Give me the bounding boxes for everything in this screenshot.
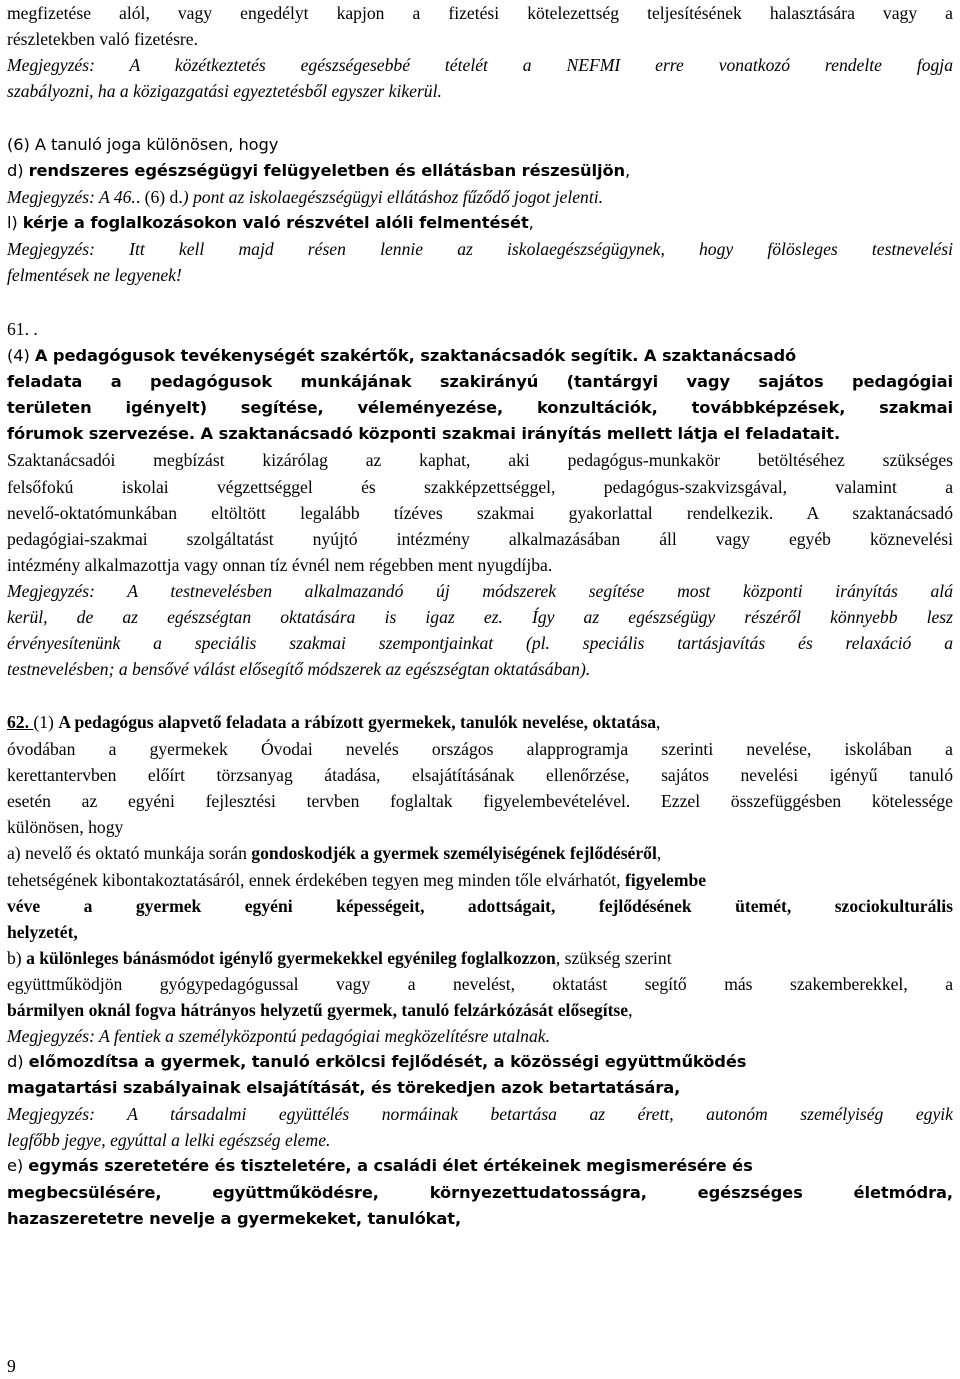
section-number: 61. . — [7, 319, 38, 339]
text-line: e) egymás szeretetére és tiszteletére, a családi élet értékeinek megismerésére és — [7, 1156, 753, 1175]
text-line: nevelő-oktatómunkában eltöltött legalább tízéves szakmai gyakorlattal rendelkezik. A szaktanácsadó — [7, 503, 953, 523]
note-line: legfőbb jegye, egyúttal a lelki egészség eleme. — [7, 1130, 331, 1150]
text-line: 62. (1) A pedagógus alapvető feladata a rábízott gyermekek, tanulók nevelése, oktatása, — [7, 712, 661, 732]
text-line: területen igényelt) segítése, véleményezése, konzultációk, továbbképzések, szakmai — [7, 398, 953, 417]
text-line: d) rendszeres egészségügyi felügyeletben és ellátásban részesüljön, — [7, 161, 631, 180]
text-line: d) előmozdítsa a gyermek, tanuló erkölcsi fejlődését, a közösségi együttműködés — [7, 1052, 747, 1071]
text-line: (6) A tanuló joga különösen, hogy — [7, 135, 279, 154]
note-line: felmentések ne legyenek! — [7, 265, 182, 285]
text-line: tehetségének kibontakoztatásáról, ennek érdekében tegyen meg minden tőle elvárhatót, figyelembe — [7, 870, 707, 890]
text-line: helyzetét, — [7, 922, 78, 942]
note-line: testnevelésben; a bensővé válást elősegítő módszerek az egészségtan oktatásában). — [7, 659, 591, 679]
text-line: megbecsülésére, együttműködésre, környezettudatosságra, egészséges életmódra, — [7, 1183, 953, 1202]
text-line: esetén az egyéni fejlesztési tervben foglaltak figyelembevételével. Ezzel összefüggésben kötelessége — [7, 791, 953, 811]
text-line: óvodában a gyermekek Óvodai nevelés országos alapprogramja szerinti nevelése, iskolában a — [7, 739, 953, 759]
note-line: érvényesítenünk a speciális szakmai szempontjainkat (pl. speciális tartásjavítás és relaxáció a — [7, 633, 953, 653]
text-line: felsőfokú iskolai végzettséggel és szakképzettséggel, pedagógus-szakvizsgával, valamint a — [7, 477, 953, 497]
note-line: Megjegyzés: A közétkeztetés egészségesebbé tételét a NEFMI erre vonatkozó rendelte fogja — [7, 55, 953, 75]
text-line: részletekben való fizetésre. — [7, 29, 198, 49]
text-line: kerettantervben előírt törzsanyag átadása, elsajátításának ellenőrzése, sajátos nevelési igényű tanuló — [7, 765, 953, 785]
text-line: feladata a pedagógusok munkájának szakirányú (tantárgyi vagy sajátos pedagógiai — [7, 372, 953, 391]
text-line: véve a gyermek egyéni képességeit, adottságait, fejlődésének ütemét, szociokulturális — [7, 896, 953, 916]
text-line: magatartási szabályainak elsajátítását, és törekedjen azok betartatására, — [7, 1078, 681, 1097]
text-line: l) kérje a foglalkozásokon való részvétel alóli felmentését, — [7, 213, 534, 232]
note-line: szabályozni, ha a közigazgatási egyeztetésből egyszer kikerül. — [7, 81, 442, 101]
note-line: Megjegyzés: A fentiek a személyközpontú pedagógiai megközelítésre utalnak. — [7, 1026, 550, 1046]
text-line: Szaktanácsadói megbízást kizárólag az kaphat, aki pedagógus-munkakör betöltéséhez szükséges — [7, 450, 953, 470]
note-line: Megjegyzés: Itt kell majd résen lennie az iskolaegészségügynek, hogy fölösleges testnevelési — [7, 239, 953, 259]
text-line: fórumok szervezése. A szaktanácsadó központi szakmai irányítás mellett látja el feladatait. — [7, 424, 841, 443]
text-line: bármilyen oknál fogva hátrányos helyzetű gyermek, tanuló felzárkózását elősegítse, — [7, 1000, 633, 1020]
text-line: a) nevelő és oktató munkája során gondoskodjék a gyermek személyiségének fejlődéséről, — [7, 843, 662, 863]
note-line: Megjegyzés: A testnevelésben alkalmazandó új módszerek segítése most központi irányítás alá — [7, 581, 953, 601]
note-line: Megjegyzés: A társadalmi együttélés normáinak betartása az érett, autonóm személyiség egyik — [7, 1104, 953, 1124]
page-number: 9 — [7, 1356, 16, 1376]
text-line: (4) A pedagógusok tevékenységét szakértők, szaktanácsadók segítik. A szaktanácsadó — [7, 346, 797, 365]
text-line: b) a különleges bánásmódot igénylő gyermekekkel egyénileg foglalkozzon, szükség szerint — [7, 948, 672, 968]
text-line: megfizetése alól, vagy engedélyt kapjon a fizetési kötelezettség teljesítésének halasztására vagy a — [7, 3, 953, 23]
text-line: hazaszeretetre nevelje a gyermekeket, tanulókat, — [7, 1209, 462, 1228]
text-line: intézmény alkalmazottja vagy onnan tíz évnél nem régebben ment nyugdíjba. — [7, 555, 553, 575]
section-number: 62. — [7, 712, 29, 732]
text-line: különösen, hogy — [7, 817, 124, 837]
note-line: Megjegyzés: A 46.. (6) d.) pont az iskolaegészségügyi ellátáshoz fűződő jogot jelenti. — [7, 187, 603, 207]
text-line: pedagógiai-szakmai szolgáltatást nyújtó intézmény alkalmazásában áll vagy egyéb köznevelési — [7, 529, 953, 549]
note-line: kerül, de az egészségtan oktatására is igaz ez. Így az egészségügy részéről könnyebb lesz — [7, 607, 953, 627]
text-line: együttműködjön gyógypedagógussal vagy a nevelést, oktatást segítő más szakemberekkel, a — [7, 974, 953, 994]
